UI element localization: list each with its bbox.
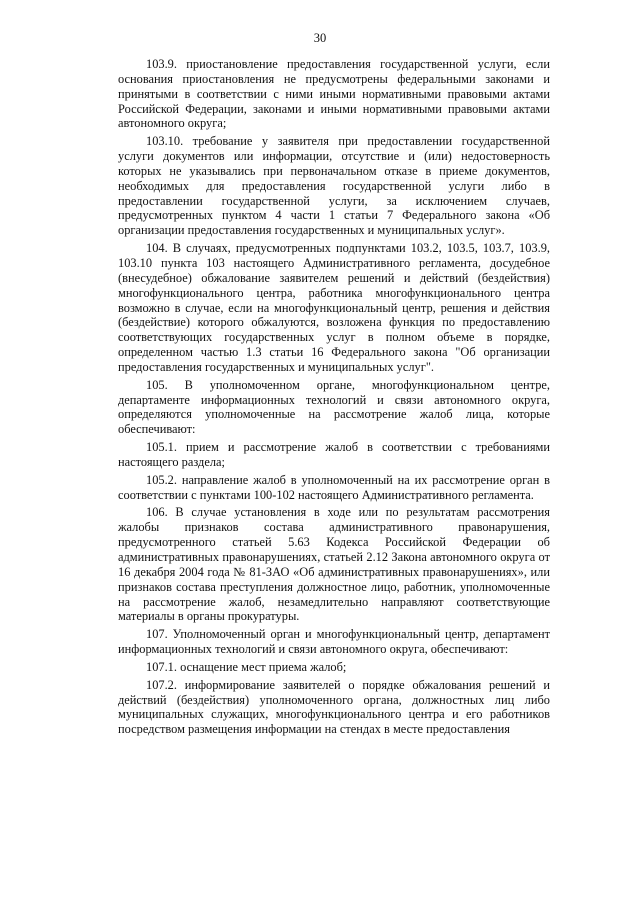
paragraph-103-9: 103.9. приостановление предоставления государственной услуги, если основания приостановления не предусмотрены федеральными законами и принятыми в соответствии с ними иными нормативными правовыми актами Российской Федерации, законами и иными нормативными правовыми актами автономного округа;	[118, 57, 550, 131]
paragraph-105-1: 105.1. прием и рассмотрение жалоб в соответствии с требованиями настоящего раздела;	[118, 440, 550, 469]
paragraph-104: 104. В случаях, предусмотренных подпунктами 103.2, 103.5, 103.7, 103.9, 103.10 пункта 103 настоящего Административного регламента, досудебное (внесудебное) обжалование заявителем решений и действий (бездействия) многофункционального центра, работника многофункционального центра возможно в случае, если на многофункциональный центр, решения и действия (бездействие) которого обжалуются, возложена функция по предоставлению соответствующих государственных услуг в полном объеме в порядке, определенном частью 1.3 статьи 16 Федерального закона "Об организации предоставления государственных и муниципальных услуг".	[118, 241, 550, 374]
paragraph-107-2: 107.2. информирование заявителей о порядке обжалования решений и действий (бездействия) уполномоченного органа, должностных лиц либо муниципальных служащих, многофункционального центра и его работников посредством размещения информации на стендах в месте предоставления	[118, 677, 550, 737]
paragraph-103-10: 103.10. требование у заявителя при предоставлении государственной услуги документов или информации, отсутствие и (или) недостоверность которых не указывались при первоначальном отказе в приеме документов, необходимых для предоставления государственной услуги либо в предоставлении государственной услуги, за исключением случаев, предусмотренных пунктом 4 части 1 статьи 7 Федерального закона «Об организации предоставления государственных и муниципальных услуг».	[118, 134, 550, 238]
page-number: 30	[313, 31, 327, 45]
paragraph-106: 106. В случае установления в ходе или по результатам рассмотрения жалобы признаков состава административного правонарушения, предусмотренного статьей 5.63 Кодекса Российской Федерации об административных правонарушениях, статьей 2.12 Закона автономного округа от 16 декабря 2004 года № 81-ЗАО «Об административных правонарушениях», или признаков состава преступления должностное лицо, работник, уполномоченные на рассмотрение жалоб, незамедлительно направляют соответствующие материалы в органы прокуратуры.	[118, 505, 550, 624]
paragraph-107-1: 107.1. оснащение мест приема жалоб;	[146, 659, 347, 674]
paragraph-107: 107. Уполномоченный орган и многофункциональный центр, департамент информационных технологий и связи автономного округа, обеспечивают:	[118, 627, 550, 657]
paragraph-105-2: 105.2. направление жалоб в уполномоченный на их рассмотрение орган в соответствии с пунктами 100-102 настоящего Административного регламента.	[118, 472, 550, 502]
document-body	[118, 57, 550, 740]
paragraph-105: 105. В уполномоченном органе, многофункциональном центре, департаменте информационных технологий и связи автономного округа, определяются уполномоченные на рассмотрение жалоб лица, которые обеспечивают:	[118, 377, 550, 437]
